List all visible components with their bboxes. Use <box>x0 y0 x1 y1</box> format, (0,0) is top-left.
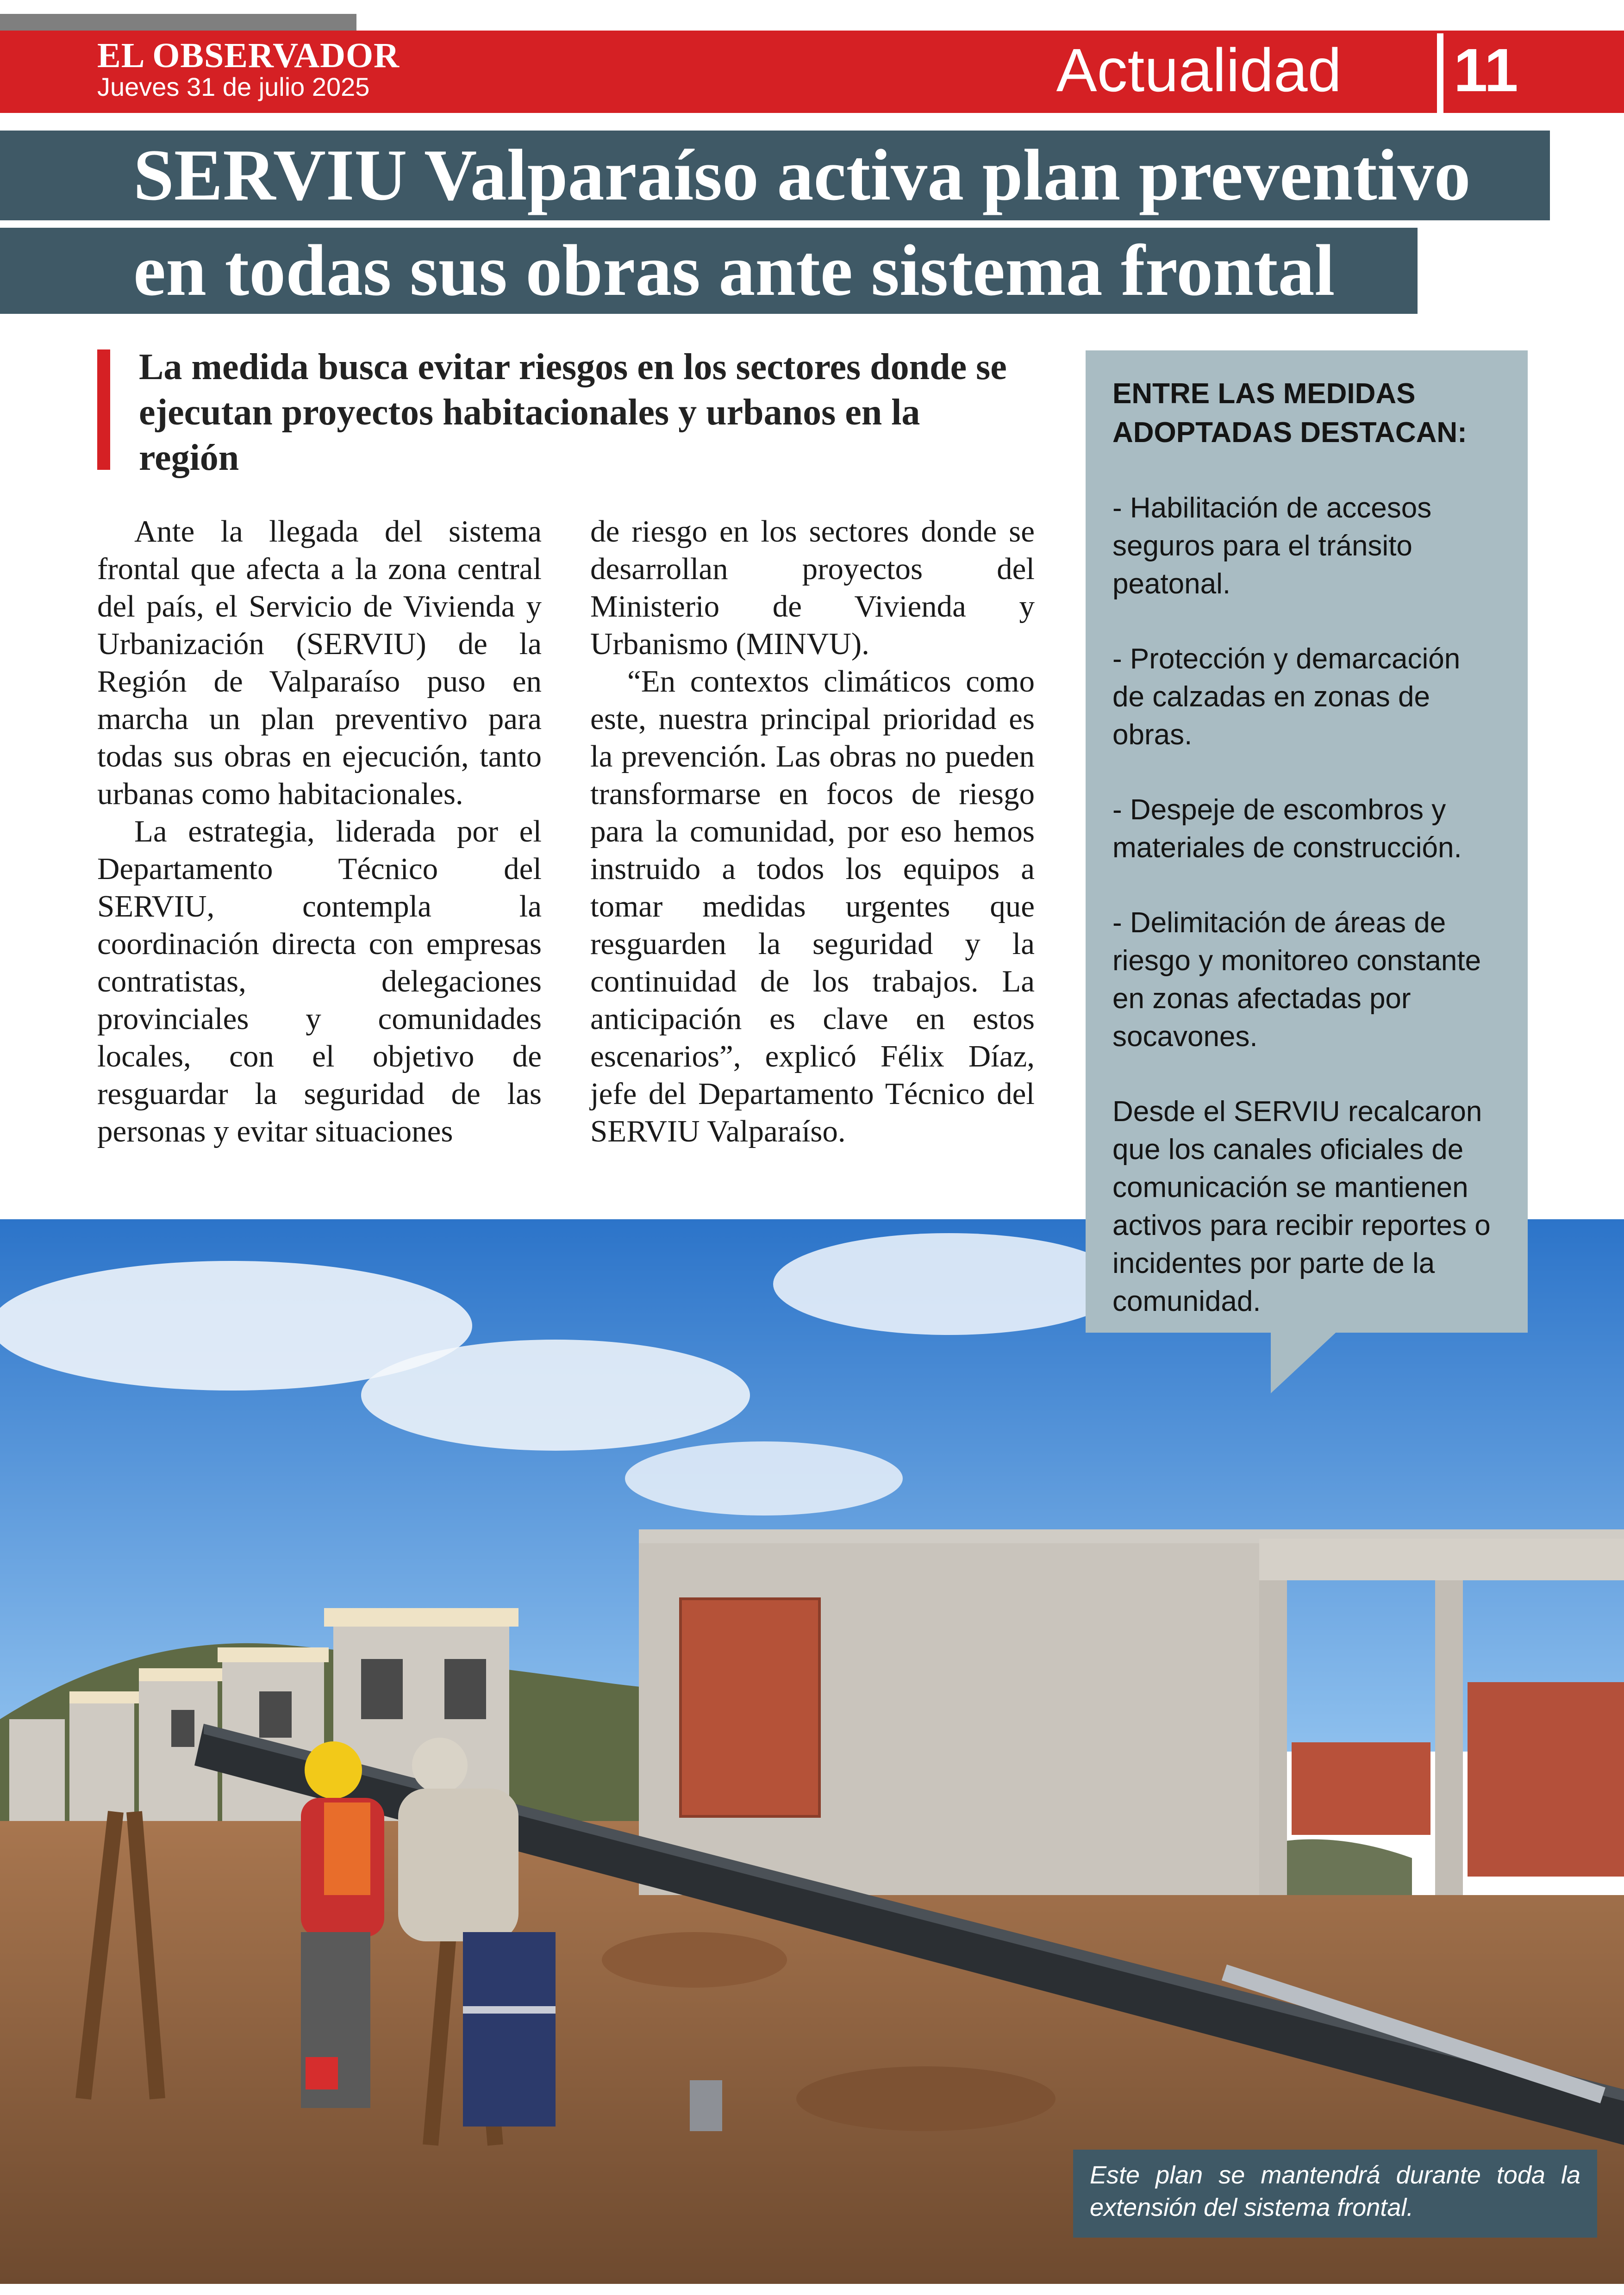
photo-caption-box <box>1073 2150 1597 2238</box>
article-column-1 <box>97 513 542 1150</box>
sidebar-closing-text: Desde el SERVIU recalcaron que los canales oficiales de comunicación se mantienen activos para recibir reportes o incidentes por parte de la comunidad. <box>1112 1096 1491 1317</box>
page-number-separator <box>1437 33 1443 113</box>
measures-sidebar <box>1086 350 1528 1333</box>
photo-illustration <box>0 1219 1624 2284</box>
page-number: 11 <box>1454 36 1518 104</box>
sidebar-list-item: - Despeje de escombros y materiales de construcción. <box>1112 794 1462 864</box>
issue-date: Jueves 31 de julio 2025 <box>97 72 370 101</box>
sidebar-list-item: - Delimitación de áreas de riesgo y monitoreo constante en zonas afectadas por socavones. <box>1112 907 1481 1053</box>
article-paragraph: Ante la llegada del sistema frontal que afecta a la zona central del país, el Servicio de Vivienda y Urbanización (SERVIU) de la Región de Valparaíso puso en marcha un plan preventivo para todas sus obras en ejecución, tanto urbanas como habitacionales. <box>97 514 542 811</box>
article-deck: La medida busca evitar riesgos en los sectores donde se ejecutan proyectos habitacionales y urbanos en la región <box>139 347 1007 478</box>
article-column-2 <box>590 513 1035 1150</box>
article-paragraph: “En contextos climáticos como este, nuestra principal prioridad es la prevención. Las obras no pueden transformarse en focos de riesgo para la comunidad, por eso hemos instruido a todos los equipos a tomar medidas urgentes que resguarden la seguridad y la continuidad de los trabajos. La anticipación es clave en estos escenarios”, explicó Félix Díaz, jefe del Departamento Técnico del SERVIU Valparaíso. <box>590 664 1035 1148</box>
headline-line-2: en todas sus obras ante sistema frontal <box>133 230 1335 311</box>
sidebar-list-item: - Habilitación de accesos seguros para el tránsito peatonal. <box>1112 492 1432 600</box>
deck-accent-bar <box>97 349 110 470</box>
article-paragraph: La estrategia, liderada por el Departamento Técnico del SERVIU, contempla la coordinación directa con empresas contratistas, delegaciones provinciales y comunidades locales, con el objetivo de resguardar la seguridad de las personas y evitar situaciones <box>97 814 542 1148</box>
photo-caption: Este plan se mantendrá durante toda la extensión del sistema frontal. <box>1090 2161 1580 2221</box>
masthead: EL OBSERVADOR <box>97 36 400 75</box>
headline-line-1: SERVIU Valparaíso activa plan preventivo <box>133 135 1471 216</box>
header-top-gray-bar <box>0 14 356 31</box>
article-paragraph: de riesgo en los sectores donde se desarrollan proyectos del Ministerio de Vivienda y Urbanismo (MINVU). <box>590 514 1035 661</box>
section-label: Actualidad <box>1056 36 1342 104</box>
sidebar-pointer <box>1271 1328 1340 1393</box>
construction-site-photo <box>0 1219 1624 2284</box>
sidebar-list-item: - Protección y demarcación de calzadas en zonas de obras. <box>1112 643 1461 751</box>
sidebar-title: ENTRE LAS MEDIDAS ADOPTADAS DESTACAN: <box>1112 378 1467 449</box>
